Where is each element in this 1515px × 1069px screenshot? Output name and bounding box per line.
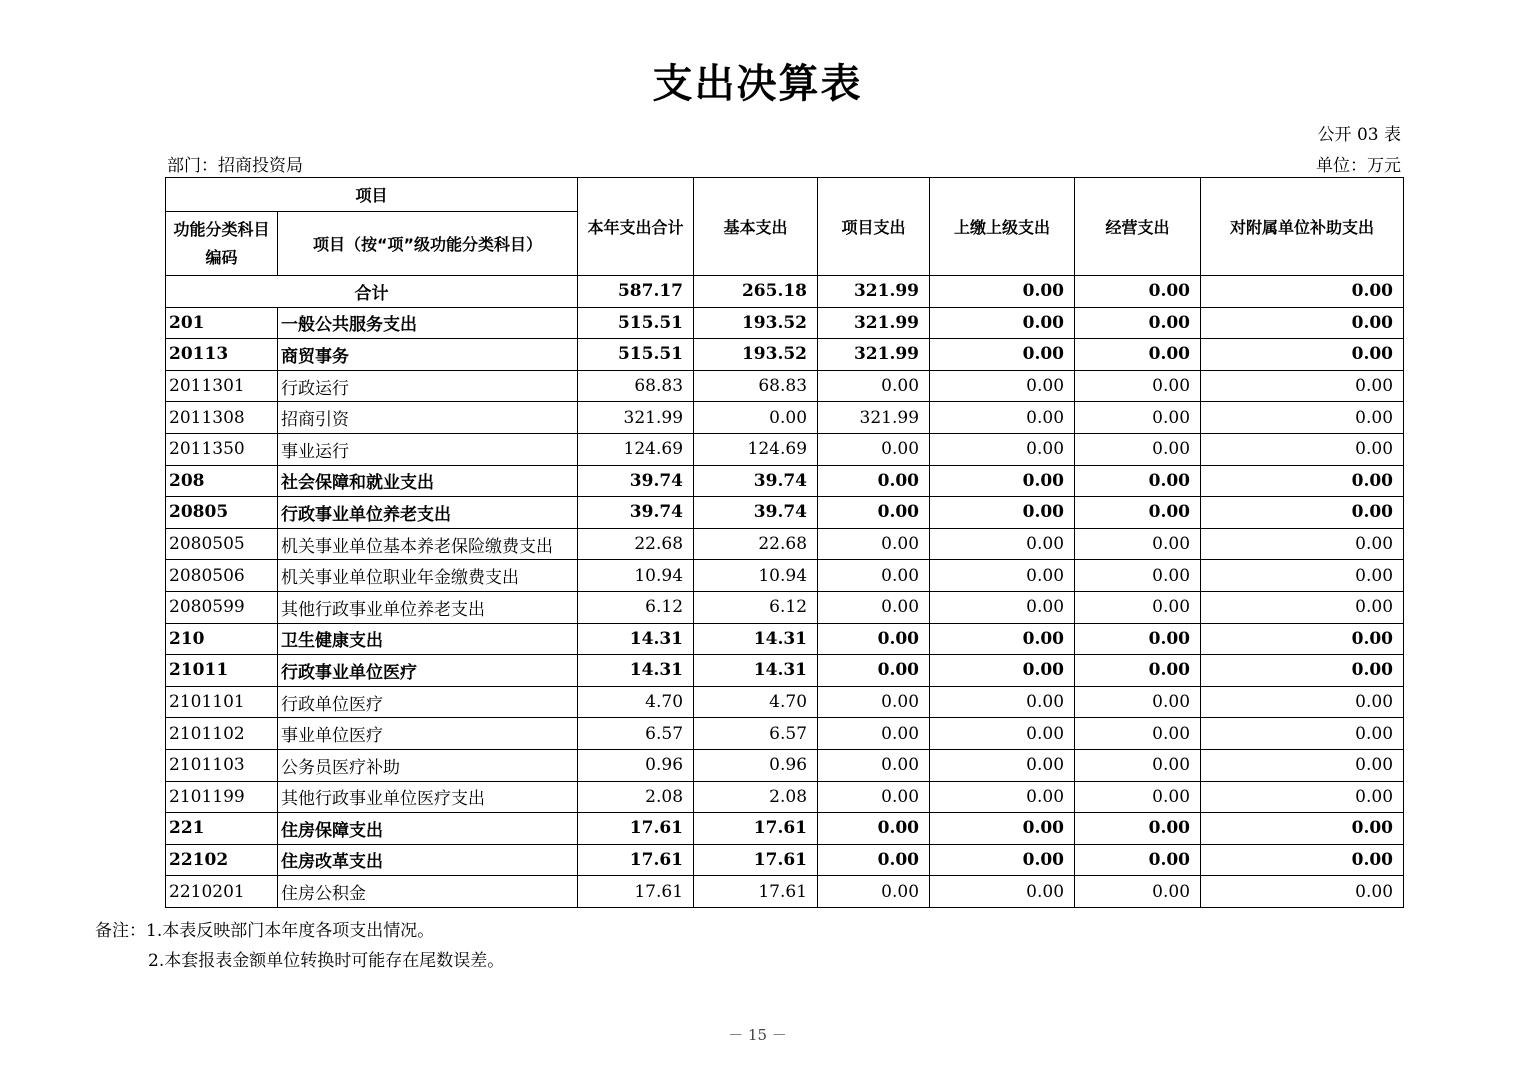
- row-basic-value: 6.12: [694, 591, 818, 623]
- row-upper-value: 0.00: [930, 813, 1075, 845]
- row-subsidy-value: 0.00: [1201, 402, 1404, 434]
- total-basic: 265.18: [694, 276, 818, 308]
- row-total-value: 22.68: [578, 528, 694, 560]
- header-project: 项目支出: [818, 178, 930, 276]
- row-project-value: 321.99: [818, 339, 930, 371]
- row-basic-value: 39.74: [694, 497, 818, 529]
- row-project-value: 0.00: [818, 370, 930, 402]
- row-business-value: 0.00: [1075, 560, 1201, 592]
- row-name: 住房保障支出: [278, 813, 578, 845]
- row-upper-value: 0.00: [930, 528, 1075, 560]
- row-subsidy-value: 0.00: [1201, 876, 1404, 908]
- table-row: [166, 591, 1404, 623]
- row-total-value: 6.57: [578, 718, 694, 750]
- row-upper-value: 0.00: [930, 749, 1075, 781]
- total-label: 合计: [166, 276, 578, 308]
- row-subsidy-value: 0.00: [1201, 370, 1404, 402]
- table-row: [166, 339, 1404, 371]
- row-basic-value: 0.00: [694, 402, 818, 434]
- row-business-value: 0.00: [1075, 749, 1201, 781]
- row-subsidy-value: 0.00: [1201, 339, 1404, 371]
- row-subsidy-value: 0.00: [1201, 497, 1404, 529]
- row-total-value: 4.70: [578, 686, 694, 718]
- row-total-value: 17.61: [578, 813, 694, 845]
- row-total-value: 2.08: [578, 781, 694, 813]
- row-basic-value: 14.31: [694, 655, 818, 687]
- table-row: [166, 686, 1404, 718]
- table-row: [166, 370, 1404, 402]
- row-total-value: 39.74: [578, 465, 694, 497]
- row-name: 行政事业单位养老支出: [278, 497, 578, 529]
- row-code: 22102: [166, 844, 278, 876]
- row-subsidy-value: 0.00: [1201, 433, 1404, 465]
- row-code: 210: [166, 623, 278, 655]
- row-code: 2210201: [166, 876, 278, 908]
- row-name: 行政单位医疗: [278, 686, 578, 718]
- row-total-value: 17.61: [578, 844, 694, 876]
- header-name: 项目（按“项”级功能分类科目）: [278, 212, 578, 276]
- row-business-value: 0.00: [1075, 623, 1201, 655]
- row-upper-value: 0.00: [930, 623, 1075, 655]
- row-business-value: 0.00: [1075, 686, 1201, 718]
- row-business-value: 0.00: [1075, 655, 1201, 687]
- row-business-value: 0.00: [1075, 497, 1201, 529]
- row-code: 208: [166, 465, 278, 497]
- table-row: [166, 497, 1404, 529]
- note-2: 2.本套报表金额单位转换时可能存在尾数误差。: [148, 951, 505, 971]
- table-row: [166, 655, 1404, 687]
- total-project: 321.99: [818, 276, 930, 308]
- header-total: 本年支出合计: [578, 178, 694, 276]
- row-subsidy-value: 0.00: [1201, 655, 1404, 687]
- row-code: 21011: [166, 655, 278, 687]
- table-row: [166, 465, 1404, 497]
- row-business-value: 0.00: [1075, 591, 1201, 623]
- row-project-value: 0.00: [818, 433, 930, 465]
- header-upper: 上缴上级支出: [930, 178, 1075, 276]
- table-row: [166, 813, 1404, 845]
- row-upper-value: 0.00: [930, 591, 1075, 623]
- row-basic-value: 22.68: [694, 528, 818, 560]
- row-total-value: 17.61: [578, 876, 694, 908]
- row-total-value: 6.12: [578, 591, 694, 623]
- row-upper-value: 0.00: [930, 876, 1075, 908]
- row-code: 2011308: [166, 402, 278, 434]
- row-subsidy-value: 0.00: [1201, 465, 1404, 497]
- department-label: 部门：招商投资局: [167, 156, 303, 176]
- table-row: [166, 623, 1404, 655]
- row-name: 一般公共服务支出: [278, 307, 578, 339]
- row-business-value: 0.00: [1075, 433, 1201, 465]
- row-basic-value: 2.08: [694, 781, 818, 813]
- row-upper-value: 0.00: [930, 402, 1075, 434]
- row-upper-value: 0.00: [930, 433, 1075, 465]
- row-total-value: 68.83: [578, 370, 694, 402]
- row-name: 机关事业单位基本养老保险缴费支出: [278, 528, 578, 560]
- header-subsidy: 对附属单位补助支出: [1201, 178, 1404, 276]
- row-basic-value: 10.94: [694, 560, 818, 592]
- row-upper-value: 0.00: [930, 718, 1075, 750]
- row-subsidy-value: 0.00: [1201, 560, 1404, 592]
- row-business-value: 0.00: [1075, 876, 1201, 908]
- row-upper-value: 0.00: [930, 339, 1075, 371]
- row-project-value: 0.00: [818, 686, 930, 718]
- row-upper-value: 0.00: [930, 465, 1075, 497]
- row-name: 卫生健康支出: [278, 623, 578, 655]
- row-subsidy-value: 0.00: [1201, 528, 1404, 560]
- row-basic-value: 124.69: [694, 433, 818, 465]
- row-business-value: 0.00: [1075, 528, 1201, 560]
- row-total-value: 14.31: [578, 623, 694, 655]
- table-row: [166, 433, 1404, 465]
- row-project-value: 321.99: [818, 307, 930, 339]
- row-code: 2011350: [166, 433, 278, 465]
- row-subsidy-value: 0.00: [1201, 813, 1404, 845]
- row-project-value: 0.00: [818, 749, 930, 781]
- row-business-value: 0.00: [1075, 402, 1201, 434]
- row-basic-value: 0.96: [694, 749, 818, 781]
- row-total-value: 515.51: [578, 307, 694, 339]
- table-row: [166, 560, 1404, 592]
- table-row: [166, 307, 1404, 339]
- row-upper-value: 0.00: [930, 686, 1075, 718]
- row-business-value: 0.00: [1075, 781, 1201, 813]
- row-business-value: 0.00: [1075, 813, 1201, 845]
- row-name: 其他行政事业单位医疗支出: [278, 781, 578, 813]
- row-name: 事业运行: [278, 433, 578, 465]
- row-subsidy-value: 0.00: [1201, 844, 1404, 876]
- row-upper-value: 0.00: [930, 781, 1075, 813]
- header-item: 项目: [166, 178, 578, 212]
- row-subsidy-value: 0.00: [1201, 749, 1404, 781]
- row-basic-value: 39.74: [694, 465, 818, 497]
- row-basic-value: 17.61: [694, 844, 818, 876]
- row-code: 20805: [166, 497, 278, 529]
- total-subsidy: 0.00: [1201, 276, 1404, 308]
- row-business-value: 0.00: [1075, 370, 1201, 402]
- row-upper-value: 0.00: [930, 655, 1075, 687]
- row-total-value: 14.31: [578, 655, 694, 687]
- row-basic-value: 193.52: [694, 307, 818, 339]
- total-value: 587.17: [578, 276, 694, 308]
- row-name: 其他行政事业单位养老支出: [278, 591, 578, 623]
- expenditure-table: [165, 177, 1404, 908]
- row-name: 招商引资: [278, 402, 578, 434]
- row-name: 住房改革支出: [278, 844, 578, 876]
- row-project-value: 0.00: [818, 528, 930, 560]
- row-basic-value: 4.70: [694, 686, 818, 718]
- table-row: [166, 528, 1404, 560]
- row-subsidy-value: 0.00: [1201, 686, 1404, 718]
- row-subsidy-value: 0.00: [1201, 591, 1404, 623]
- row-project-value: 0.00: [818, 844, 930, 876]
- row-upper-value: 0.00: [930, 844, 1075, 876]
- row-project-value: 0.00: [818, 876, 930, 908]
- row-project-value: 0.00: [818, 655, 930, 687]
- row-name: 行政事业单位医疗: [278, 655, 578, 687]
- page-title: 支出决算表: [652, 61, 863, 107]
- row-project-value: 321.99: [818, 402, 930, 434]
- note-1: 备注：1.本表反映部门本年度各项支出情况。: [95, 921, 435, 941]
- row-code: 2101102: [166, 718, 278, 750]
- table-row: [166, 844, 1404, 876]
- row-project-value: 0.00: [818, 465, 930, 497]
- row-project-value: 0.00: [818, 813, 930, 845]
- row-code: 2101199: [166, 781, 278, 813]
- row-code: 221: [166, 813, 278, 845]
- table-row: [166, 876, 1404, 908]
- row-business-value: 0.00: [1075, 844, 1201, 876]
- row-upper-value: 0.00: [930, 497, 1075, 529]
- row-name: 公务员医疗补助: [278, 749, 578, 781]
- row-code: 2101103: [166, 749, 278, 781]
- row-business-value: 0.00: [1075, 339, 1201, 371]
- row-basic-value: 17.61: [694, 813, 818, 845]
- row-total-value: 0.96: [578, 749, 694, 781]
- row-total-value: 39.74: [578, 497, 694, 529]
- row-project-value: 0.00: [818, 623, 930, 655]
- row-subsidy-value: 0.00: [1201, 781, 1404, 813]
- row-upper-value: 0.00: [930, 370, 1075, 402]
- row-subsidy-value: 0.00: [1201, 307, 1404, 339]
- row-business-value: 0.00: [1075, 718, 1201, 750]
- row-name: 住房公积金: [278, 876, 578, 908]
- row-business-value: 0.00: [1075, 465, 1201, 497]
- row-code: 20113: [166, 339, 278, 371]
- table-row: [166, 749, 1404, 781]
- row-name: 机关事业单位职业年金缴费支出: [278, 560, 578, 592]
- row-code: 201: [166, 307, 278, 339]
- row-business-value: 0.00: [1075, 307, 1201, 339]
- table-row: [166, 781, 1404, 813]
- row-basic-value: 14.31: [694, 623, 818, 655]
- total-row: [166, 276, 1404, 308]
- row-project-value: 0.00: [818, 591, 930, 623]
- row-project-value: 0.00: [818, 718, 930, 750]
- row-subsidy-value: 0.00: [1201, 718, 1404, 750]
- row-code: 2080505: [166, 528, 278, 560]
- row-subsidy-value: 0.00: [1201, 623, 1404, 655]
- header-basic: 基本支出: [694, 178, 818, 276]
- table-row: [166, 718, 1404, 750]
- form-number: 公开 03 表: [1317, 125, 1401, 145]
- row-name: 社会保障和就业支出: [278, 465, 578, 497]
- total-upper: 0.00: [930, 276, 1075, 308]
- table-row: [166, 402, 1404, 434]
- row-project-value: 0.00: [818, 497, 930, 529]
- row-upper-value: 0.00: [930, 560, 1075, 592]
- row-name: 行政运行: [278, 370, 578, 402]
- row-project-value: 0.00: [818, 781, 930, 813]
- page-number: － 15 －: [728, 1026, 787, 1044]
- row-total-value: 515.51: [578, 339, 694, 371]
- row-upper-value: 0.00: [930, 307, 1075, 339]
- row-code: 2011301: [166, 370, 278, 402]
- row-name: 商贸事务: [278, 339, 578, 371]
- unit-label: 单位：万元: [1316, 156, 1401, 176]
- row-basic-value: 68.83: [694, 370, 818, 402]
- total-business: 0.00: [1075, 276, 1201, 308]
- row-basic-value: 17.61: [694, 876, 818, 908]
- row-basic-value: 193.52: [694, 339, 818, 371]
- header-business: 经营支出: [1075, 178, 1201, 276]
- row-total-value: 124.69: [578, 433, 694, 465]
- row-code: 2101101: [166, 686, 278, 718]
- header-code: 功能分类科目编码: [166, 212, 278, 276]
- row-basic-value: 6.57: [694, 718, 818, 750]
- row-project-value: 0.00: [818, 560, 930, 592]
- row-name: 事业单位医疗: [278, 718, 578, 750]
- row-total-value: 321.99: [578, 402, 694, 434]
- row-code: 2080506: [166, 560, 278, 592]
- row-total-value: 10.94: [578, 560, 694, 592]
- row-code: 2080599: [166, 591, 278, 623]
